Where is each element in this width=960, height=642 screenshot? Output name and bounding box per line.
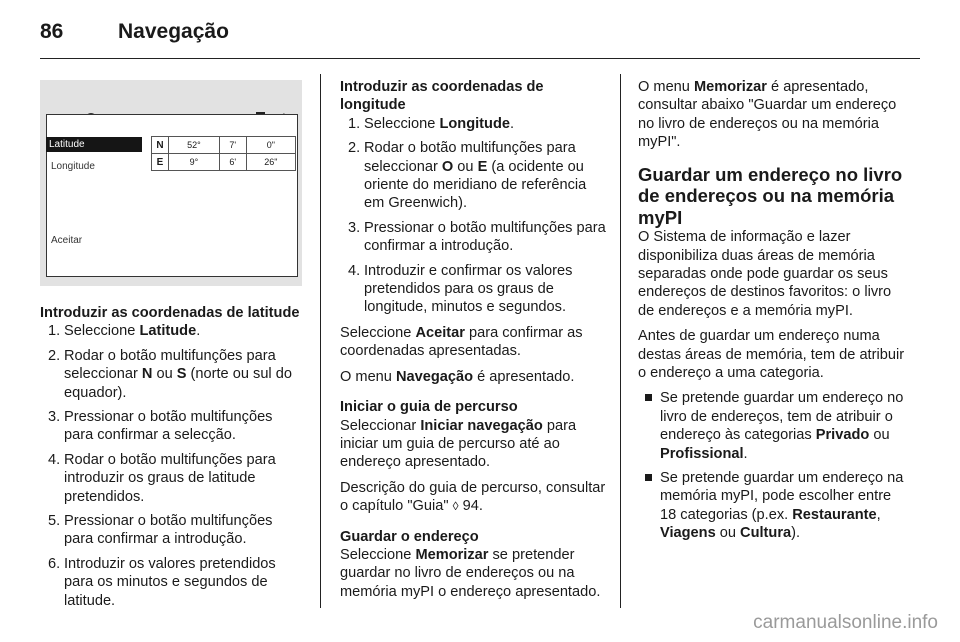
column-3 bbox=[638, 78, 906, 550]
paragraph: Seleccione Aceitar para confirmar as coordenadas apresentadas. bbox=[340, 324, 583, 360]
paragraph: Seleccionar Iniciar navegação para iniciar um guia de percurso até ao endereço apresentado. bbox=[340, 417, 577, 471]
grid-minutes: 7' bbox=[219, 137, 246, 154]
grid-direction: E bbox=[152, 154, 169, 171]
list-item: 1. Seleccione Longitude. bbox=[348, 115, 515, 132]
bullet-icon bbox=[645, 474, 652, 481]
list-item: 5. Pressionar o botão multifunções para confirmar a introdução. bbox=[48, 513, 273, 548]
list-item: 4. Rodar o botão multifunções para introduzir os graus de latitude pretendidos. bbox=[48, 451, 276, 505]
grid-direction: N bbox=[152, 137, 169, 154]
section-heading: Introduzir as coordenadas de longitude bbox=[340, 79, 544, 114]
paragraph: O menu Memorizar é apresentado, consultar abaixo "Guardar um endereço no livro de endereços ou na memória myPI". bbox=[638, 79, 897, 151]
steps-list bbox=[340, 115, 608, 317]
screen-menu-longitude[interactable]: Longitude bbox=[51, 161, 95, 172]
page-number: 86 bbox=[40, 20, 64, 43]
list-item: 2. Rodar o botão multifunções para seleccionar N ou S (norte ou sul do equador). bbox=[48, 347, 292, 401]
column-divider bbox=[620, 74, 621, 608]
header-divider bbox=[40, 58, 920, 59]
grid-degrees: 52° bbox=[169, 137, 220, 154]
grid-degrees: 9° bbox=[169, 154, 220, 171]
screen-menu-accept[interactable]: Aceitar bbox=[51, 235, 83, 246]
bullet-icon bbox=[645, 394, 652, 401]
column-divider bbox=[320, 74, 321, 608]
bullet-list bbox=[638, 389, 906, 542]
paragraph: O menu Navegação é apresentado. bbox=[340, 368, 575, 385]
section-heading: Guardar um endereço no livro de endereços ou na memória myPI bbox=[638, 163, 903, 228]
list-item: 3. Pressionar o botão multifunções para confirmar a selecção. bbox=[48, 409, 273, 444]
grid-row-latitude bbox=[152, 137, 296, 154]
paragraph: Seleccione Memorizar se pretender guardar no livro de endereços ou na memória myPI o endereço apresentado. bbox=[340, 546, 601, 600]
paragraph: Antes de guardar um endereço numa destas áreas de memória, tem de atribuir o endereço a uma categoria. bbox=[638, 328, 905, 381]
list-item: Se pretende guardar um endereço na memória myPI, pode escolher entre 18 categorias (p.ex. Restaurante, Viagens ou Cultura). bbox=[638, 469, 906, 543]
coordinates-grid bbox=[151, 136, 296, 171]
page-header bbox=[40, 18, 920, 58]
steps-list bbox=[40, 322, 305, 610]
list-item: 6. Introduzir os valores pretendidos para os minutos e segundos de latitude. bbox=[48, 555, 276, 609]
page-reference-icon: ◊ bbox=[452, 499, 459, 514]
subsection-heading: Guardar o endereço bbox=[340, 528, 479, 545]
page-title: Navegação bbox=[118, 20, 229, 43]
grid-minutes: 6' bbox=[219, 154, 246, 171]
paragraph: Descrição do guia de percurso, consultar o capítulo "Guia" ◊ 94. bbox=[340, 479, 606, 515]
grid-seconds: 26" bbox=[246, 154, 295, 171]
screen-menu-latitude[interactable]: Latitude bbox=[46, 137, 142, 152]
grid-row-longitude bbox=[152, 154, 296, 171]
list-item: 3. Pressionar o botão multifunções para confirmar a introdução. bbox=[348, 219, 606, 255]
watermark: carmanualsonline.info bbox=[753, 612, 938, 633]
column-1 bbox=[40, 304, 305, 617]
column-2 bbox=[340, 78, 608, 608]
list-item: Se pretende guardar um endereço no livro de endereços, tem de atribuir o endereço às categorias Privado ou Profissional. bbox=[638, 389, 906, 463]
navigation-screen-illustration bbox=[40, 80, 302, 286]
list-item: 4. Introduzir e confirmar os valores pretendidos para os graus de longitude, minutos e segundos. bbox=[348, 262, 573, 316]
section-heading: Introduzir as coordenadas de latitude bbox=[40, 305, 300, 321]
paragraph: O Sistema de informação e lazer disponibiliza duas áreas de memória separadas onde pode guardar os seus endereços de destinos favoritos: o livro de endereços e a memória myPI. bbox=[638, 229, 892, 319]
grid-seconds: 0" bbox=[246, 137, 295, 154]
list-item: 2. Rodar o botão multifunções para seleccionar O ou E (a ocidente ou oriente do meridiano de referência em Greenwich). bbox=[348, 140, 587, 212]
list-item: 1. Seleccione Latitude. bbox=[48, 323, 201, 340]
subsection-heading: Iniciar o guia de percurso bbox=[340, 399, 518, 416]
